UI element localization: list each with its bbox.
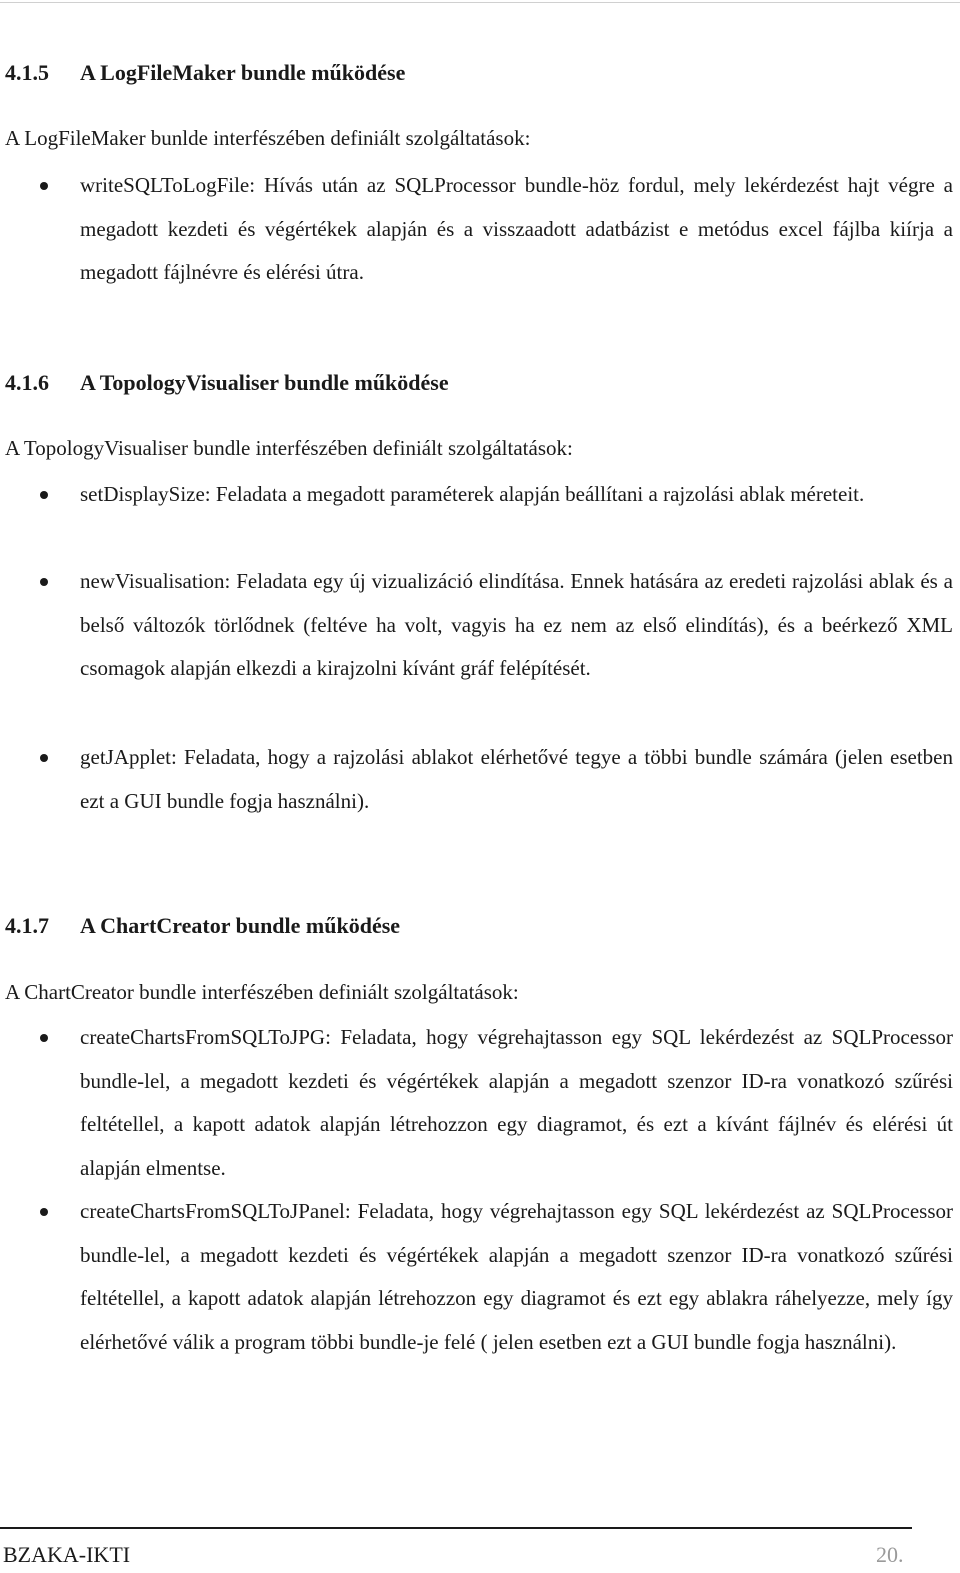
- section-heading-4-1-7: [5, 913, 400, 939]
- list-item: writeSQLToLogFile: Hívás után az SQLProcessor bundle-höz fordul, mely lekérdezést hajt végre a megadott kezdeti és végértékek alapján és a visszaadott adatbázist e metódus excel fájlba kiírja a megadott fájlnévre és elérési útra.: [80, 173, 953, 285]
- section-number: 4.1.5: [5, 60, 49, 85]
- list-item: createChartsFromSQLToJPanel: Feladata, hogy végrehajtasson egy SQL lekérdezést az SQLProcessor bundle-lel, a megadott kezdeti és végértékek alapján a megadott szenzor ID-ra vonatkozó szűrési feltétellel, a kapott adatok alapján létrehozzon egy diagramot és ezt egy ablakra ráhelyezze, mely így elérhetővé válik a program többi bundle-je felé ( jelen esetben ezt a GUI bundle fogja használni).: [80, 1199, 953, 1354]
- bullet-icon: [40, 578, 48, 586]
- section-heading-4-1-6: [5, 370, 449, 396]
- section-intro: A ChartCreator bundle interfészében definiált szolgáltatások:: [5, 980, 519, 1004]
- section-number: 4.1.6: [5, 370, 49, 395]
- list-item: newVisualisation: Feladata egy új vizualizáció elindítása. Ennek hatására az eredeti rajzolási ablak és a belső változók törlődnek (feltéve ha volt, vagyis ha ez nem az első elindítás), és a beérkező XML csomagok alapján elkezdi a kirajzolni kívánt gráf felépítését.: [80, 569, 953, 681]
- page-number: 20.: [876, 1542, 904, 1567]
- section-heading-4-1-5: [5, 60, 405, 86]
- bullet-icon: [40, 182, 48, 190]
- bullet-icon: [40, 491, 48, 499]
- section-title: A LogFileMaker bundle működése: [80, 60, 406, 85]
- list-item: createChartsFromSQLToJPG: Feladata, hogy végrehajtasson egy SQL lekérdezést az SQLProcessor bundle-lel, a megadott kezdeti és végértékek alapján a megadott szenzor ID-ra vonatkozó szűrési feltétellel, a kapott adatok alapján létrehozzon egy diagramot, és ezt a kívánt fájlnév és elérési út alapján elmentse.: [80, 1025, 953, 1180]
- bullet-icon: [40, 754, 48, 762]
- section-intro: A TopologyVisualiser bundle interfészében definiált szolgáltatások:: [5, 436, 573, 460]
- section-number: 4.1.7: [5, 913, 49, 938]
- bullet-icon: [40, 1208, 48, 1216]
- section-title: A TopologyVisualiser bundle működése: [80, 370, 449, 395]
- top-rule: [0, 2, 960, 3]
- section-intro: A LogFileMaker bunlde interfészében definiált szolgáltatások:: [5, 126, 531, 150]
- footer-rule: [0, 1527, 912, 1529]
- bullet-icon: [40, 1034, 48, 1042]
- list-item: getJApplet: Feladata, hogy a rajzolási ablakot elérhetővé tegye a többi bundle számára (jelen esetben ezt a GUI bundle fogja használni).: [80, 745, 953, 813]
- footer-institution: BZAKA-IKTI: [3, 1542, 131, 1567]
- list-item: setDisplaySize: Feladata a megadott paraméterek alapján beállítani a rajzolási ablak méreteit.: [80, 482, 865, 506]
- section-title: A ChartCreator bundle működése: [80, 913, 401, 938]
